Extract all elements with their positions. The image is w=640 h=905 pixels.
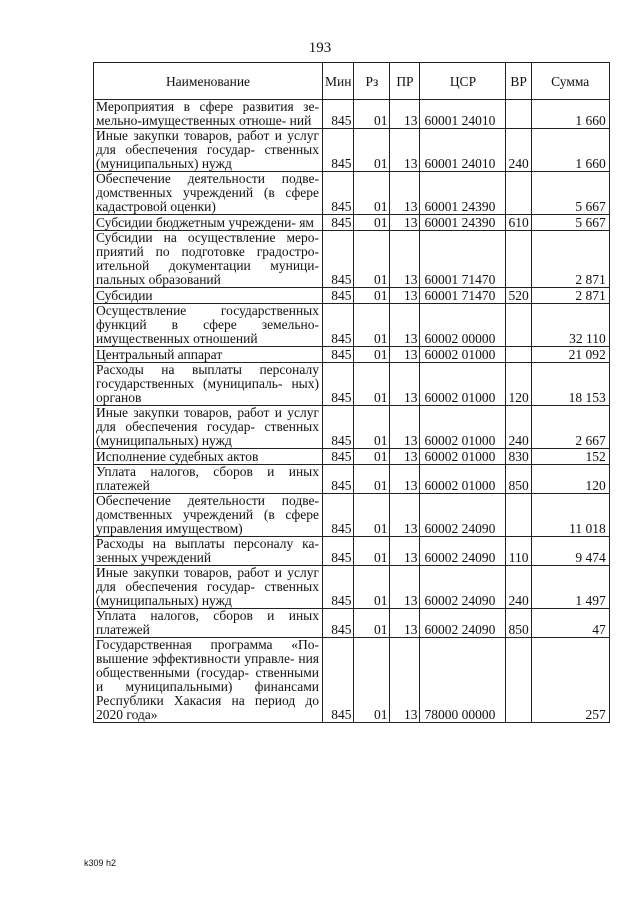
footer-code: k309 h2 <box>84 858 117 868</box>
cell-name: Субсидии <box>94 288 323 304</box>
cell-min: 845 <box>323 347 354 363</box>
cell-min: 845 <box>323 100 354 129</box>
cell-pr: 13 <box>390 129 420 172</box>
cell-sum: 257 <box>531 638 609 723</box>
column-header-pr: ПР <box>390 63 420 100</box>
cell-pr: 13 <box>390 406 420 449</box>
cell-sum: 1 660 <box>531 100 609 129</box>
table-row <box>94 347 610 363</box>
cell-csr: 60001 24010 <box>420 100 506 129</box>
cell-sum: 21 092 <box>531 347 609 363</box>
cell-csr: 60001 71470 <box>420 231 506 288</box>
cell-pr: 13 <box>390 494 420 537</box>
cell-rz: 01 <box>354 566 390 609</box>
cell-vr: 850 <box>506 465 531 494</box>
cell-min: 845 <box>323 172 354 215</box>
cell-name: Иные закупки товаров, работ и услуг для обеспечения государ- ственных (муниципальных) нужд <box>94 129 323 172</box>
cell-csr: 60002 00000 <box>420 304 506 347</box>
table-row <box>94 231 610 288</box>
table-row <box>94 449 610 465</box>
cell-rz: 01 <box>354 347 390 363</box>
cell-rz: 01 <box>354 406 390 449</box>
cell-rz: 01 <box>354 215 390 231</box>
cell-rz: 01 <box>354 494 390 537</box>
cell-name: Обеспечение деятельности подве- домственных учреждений (в сфере управления имуществом) <box>94 494 323 537</box>
cell-name: Субсидии бюджетным учреждени- ям <box>94 215 323 231</box>
cell-rz: 01 <box>354 449 390 465</box>
cell-vr <box>506 304 531 347</box>
cell-pr: 13 <box>390 215 420 231</box>
cell-pr: 13 <box>390 449 420 465</box>
cell-rz: 01 <box>354 304 390 347</box>
cell-pr: 13 <box>390 363 420 406</box>
cell-min: 845 <box>323 638 354 723</box>
cell-rz: 01 <box>354 100 390 129</box>
column-header-vr: ВР <box>506 63 531 100</box>
cell-sum: 2 667 <box>531 406 609 449</box>
cell-name: Осуществление государственных функций в сфере земельно- имущественных отношений <box>94 304 323 347</box>
cell-name: Обеспечение деятельности подве- домственных учреждений (в сфере кадастровой оценки) <box>94 172 323 215</box>
table-row <box>94 609 610 638</box>
column-header-name: Наименование <box>94 63 323 100</box>
cell-name: Иные закупки товаров, работ и услуг для обеспечения государ- ственных (муниципальных) нужд <box>94 566 323 609</box>
cell-sum: 32 110 <box>531 304 609 347</box>
table-row <box>94 406 610 449</box>
cell-rz: 01 <box>354 638 390 723</box>
cell-pr: 13 <box>390 347 420 363</box>
table-header-row <box>94 63 610 100</box>
cell-min: 845 <box>323 129 354 172</box>
cell-pr: 13 <box>390 638 420 723</box>
cell-sum: 47 <box>531 609 609 638</box>
cell-rz: 01 <box>354 609 390 638</box>
cell-rz: 01 <box>354 288 390 304</box>
cell-vr <box>506 172 531 215</box>
table-row <box>94 566 610 609</box>
cell-csr: 60001 71470 <box>420 288 506 304</box>
table-row <box>94 304 610 347</box>
cell-sum: 9 474 <box>531 537 609 566</box>
cell-name: Расходы на выплаты персоналу ка- зенных учреждений <box>94 537 323 566</box>
cell-csr: 60002 01000 <box>420 465 506 494</box>
cell-vr: 520 <box>506 288 531 304</box>
cell-csr: 60001 24390 <box>420 215 506 231</box>
cell-vr: 240 <box>506 406 531 449</box>
column-header-sum: Сумма <box>531 63 609 100</box>
cell-sum: 2 871 <box>531 288 609 304</box>
column-header-min: Мин <box>323 63 354 100</box>
cell-name: Расходы на выплаты персоналу государственных (муниципаль- ных) органов <box>94 363 323 406</box>
cell-name: Центральный аппарат <box>94 347 323 363</box>
cell-min: 845 <box>323 304 354 347</box>
cell-rz: 01 <box>354 465 390 494</box>
cell-csr: 60002 01000 <box>420 347 506 363</box>
cell-csr: 60002 24090 <box>420 566 506 609</box>
table-row <box>94 129 610 172</box>
table-row <box>94 215 610 231</box>
cell-vr: 610 <box>506 215 531 231</box>
cell-name: Уплата налогов, сборов и иных платежей <box>94 609 323 638</box>
cell-min: 845 <box>323 231 354 288</box>
cell-sum: 11 018 <box>531 494 609 537</box>
cell-sum: 5 667 <box>531 172 609 215</box>
cell-min: 845 <box>323 494 354 537</box>
cell-min: 845 <box>323 566 354 609</box>
cell-name: Мероприятия в сфере развития зе- мельно-имущественных отноше- ний <box>94 100 323 129</box>
cell-vr: 240 <box>506 129 531 172</box>
table-row <box>94 100 610 129</box>
cell-rz: 01 <box>354 172 390 215</box>
cell-sum: 1 497 <box>531 566 609 609</box>
cell-min: 845 <box>323 609 354 638</box>
cell-min: 845 <box>323 406 354 449</box>
cell-sum: 18 153 <box>531 363 609 406</box>
budget-table <box>93 62 610 723</box>
table-row <box>94 172 610 215</box>
cell-name: Государственная программа «По- вышение эффективности управле- ния общественными (государ- ственными и муниципальными) финансами Республики Хакасия на период до 2020 года» <box>94 638 323 723</box>
cell-pr: 13 <box>390 566 420 609</box>
cell-csr: 60002 01000 <box>420 449 506 465</box>
table-row <box>94 537 610 566</box>
cell-name: Исполнение судебных актов <box>94 449 323 465</box>
column-header-rz: Рз <box>354 63 390 100</box>
cell-pr: 13 <box>390 304 420 347</box>
cell-sum: 1 660 <box>531 129 609 172</box>
cell-min: 845 <box>323 537 354 566</box>
cell-pr: 13 <box>390 609 420 638</box>
cell-csr: 60002 24090 <box>420 494 506 537</box>
cell-csr: 60002 24090 <box>420 609 506 638</box>
cell-csr: 60002 01000 <box>420 406 506 449</box>
cell-csr: 60002 24090 <box>420 537 506 566</box>
cell-pr: 13 <box>390 537 420 566</box>
cell-pr: 13 <box>390 288 420 304</box>
table-body <box>94 100 610 723</box>
cell-vr: 830 <box>506 449 531 465</box>
cell-name: Уплата налогов, сборов и иных платежей <box>94 465 323 494</box>
cell-csr: 60001 24390 <box>420 172 506 215</box>
cell-name: Иные закупки товаров, работ и услуг для обеспечения государ- ственных (муниципальных) нужд <box>94 406 323 449</box>
cell-min: 845 <box>323 215 354 231</box>
cell-vr: 850 <box>506 609 531 638</box>
table-row <box>94 638 610 723</box>
cell-min: 845 <box>323 288 354 304</box>
cell-pr: 13 <box>390 100 420 129</box>
cell-csr: 78000 00000 <box>420 638 506 723</box>
cell-vr <box>506 231 531 288</box>
cell-vr: 240 <box>506 566 531 609</box>
cell-csr: 60002 01000 <box>420 363 506 406</box>
cell-rz: 01 <box>354 363 390 406</box>
cell-sum: 120 <box>531 465 609 494</box>
table-row <box>94 288 610 304</box>
cell-pr: 13 <box>390 231 420 288</box>
cell-vr <box>506 638 531 723</box>
cell-rz: 01 <box>354 129 390 172</box>
cell-rz: 01 <box>354 537 390 566</box>
table-row <box>94 465 610 494</box>
cell-vr <box>506 347 531 363</box>
cell-min: 845 <box>323 449 354 465</box>
table-row <box>94 363 610 406</box>
cell-csr: 60001 24010 <box>420 129 506 172</box>
cell-min: 845 <box>323 363 354 406</box>
cell-vr <box>506 100 531 129</box>
cell-sum: 152 <box>531 449 609 465</box>
cell-min: 845 <box>323 465 354 494</box>
page-number: 193 <box>308 40 332 56</box>
cell-vr: 110 <box>506 537 531 566</box>
cell-sum: 2 871 <box>531 231 609 288</box>
cell-vr: 120 <box>506 363 531 406</box>
cell-rz: 01 <box>354 231 390 288</box>
table-row <box>94 494 610 537</box>
cell-name: Субсидии на осуществление меро- приятий по подготовке градостро- ительной документации муници- пальных образований <box>94 231 323 288</box>
cell-sum: 5 667 <box>531 215 609 231</box>
cell-pr: 13 <box>390 172 420 215</box>
cell-pr: 13 <box>390 465 420 494</box>
column-header-csr: ЦСР <box>420 63 506 100</box>
cell-vr <box>506 494 531 537</box>
